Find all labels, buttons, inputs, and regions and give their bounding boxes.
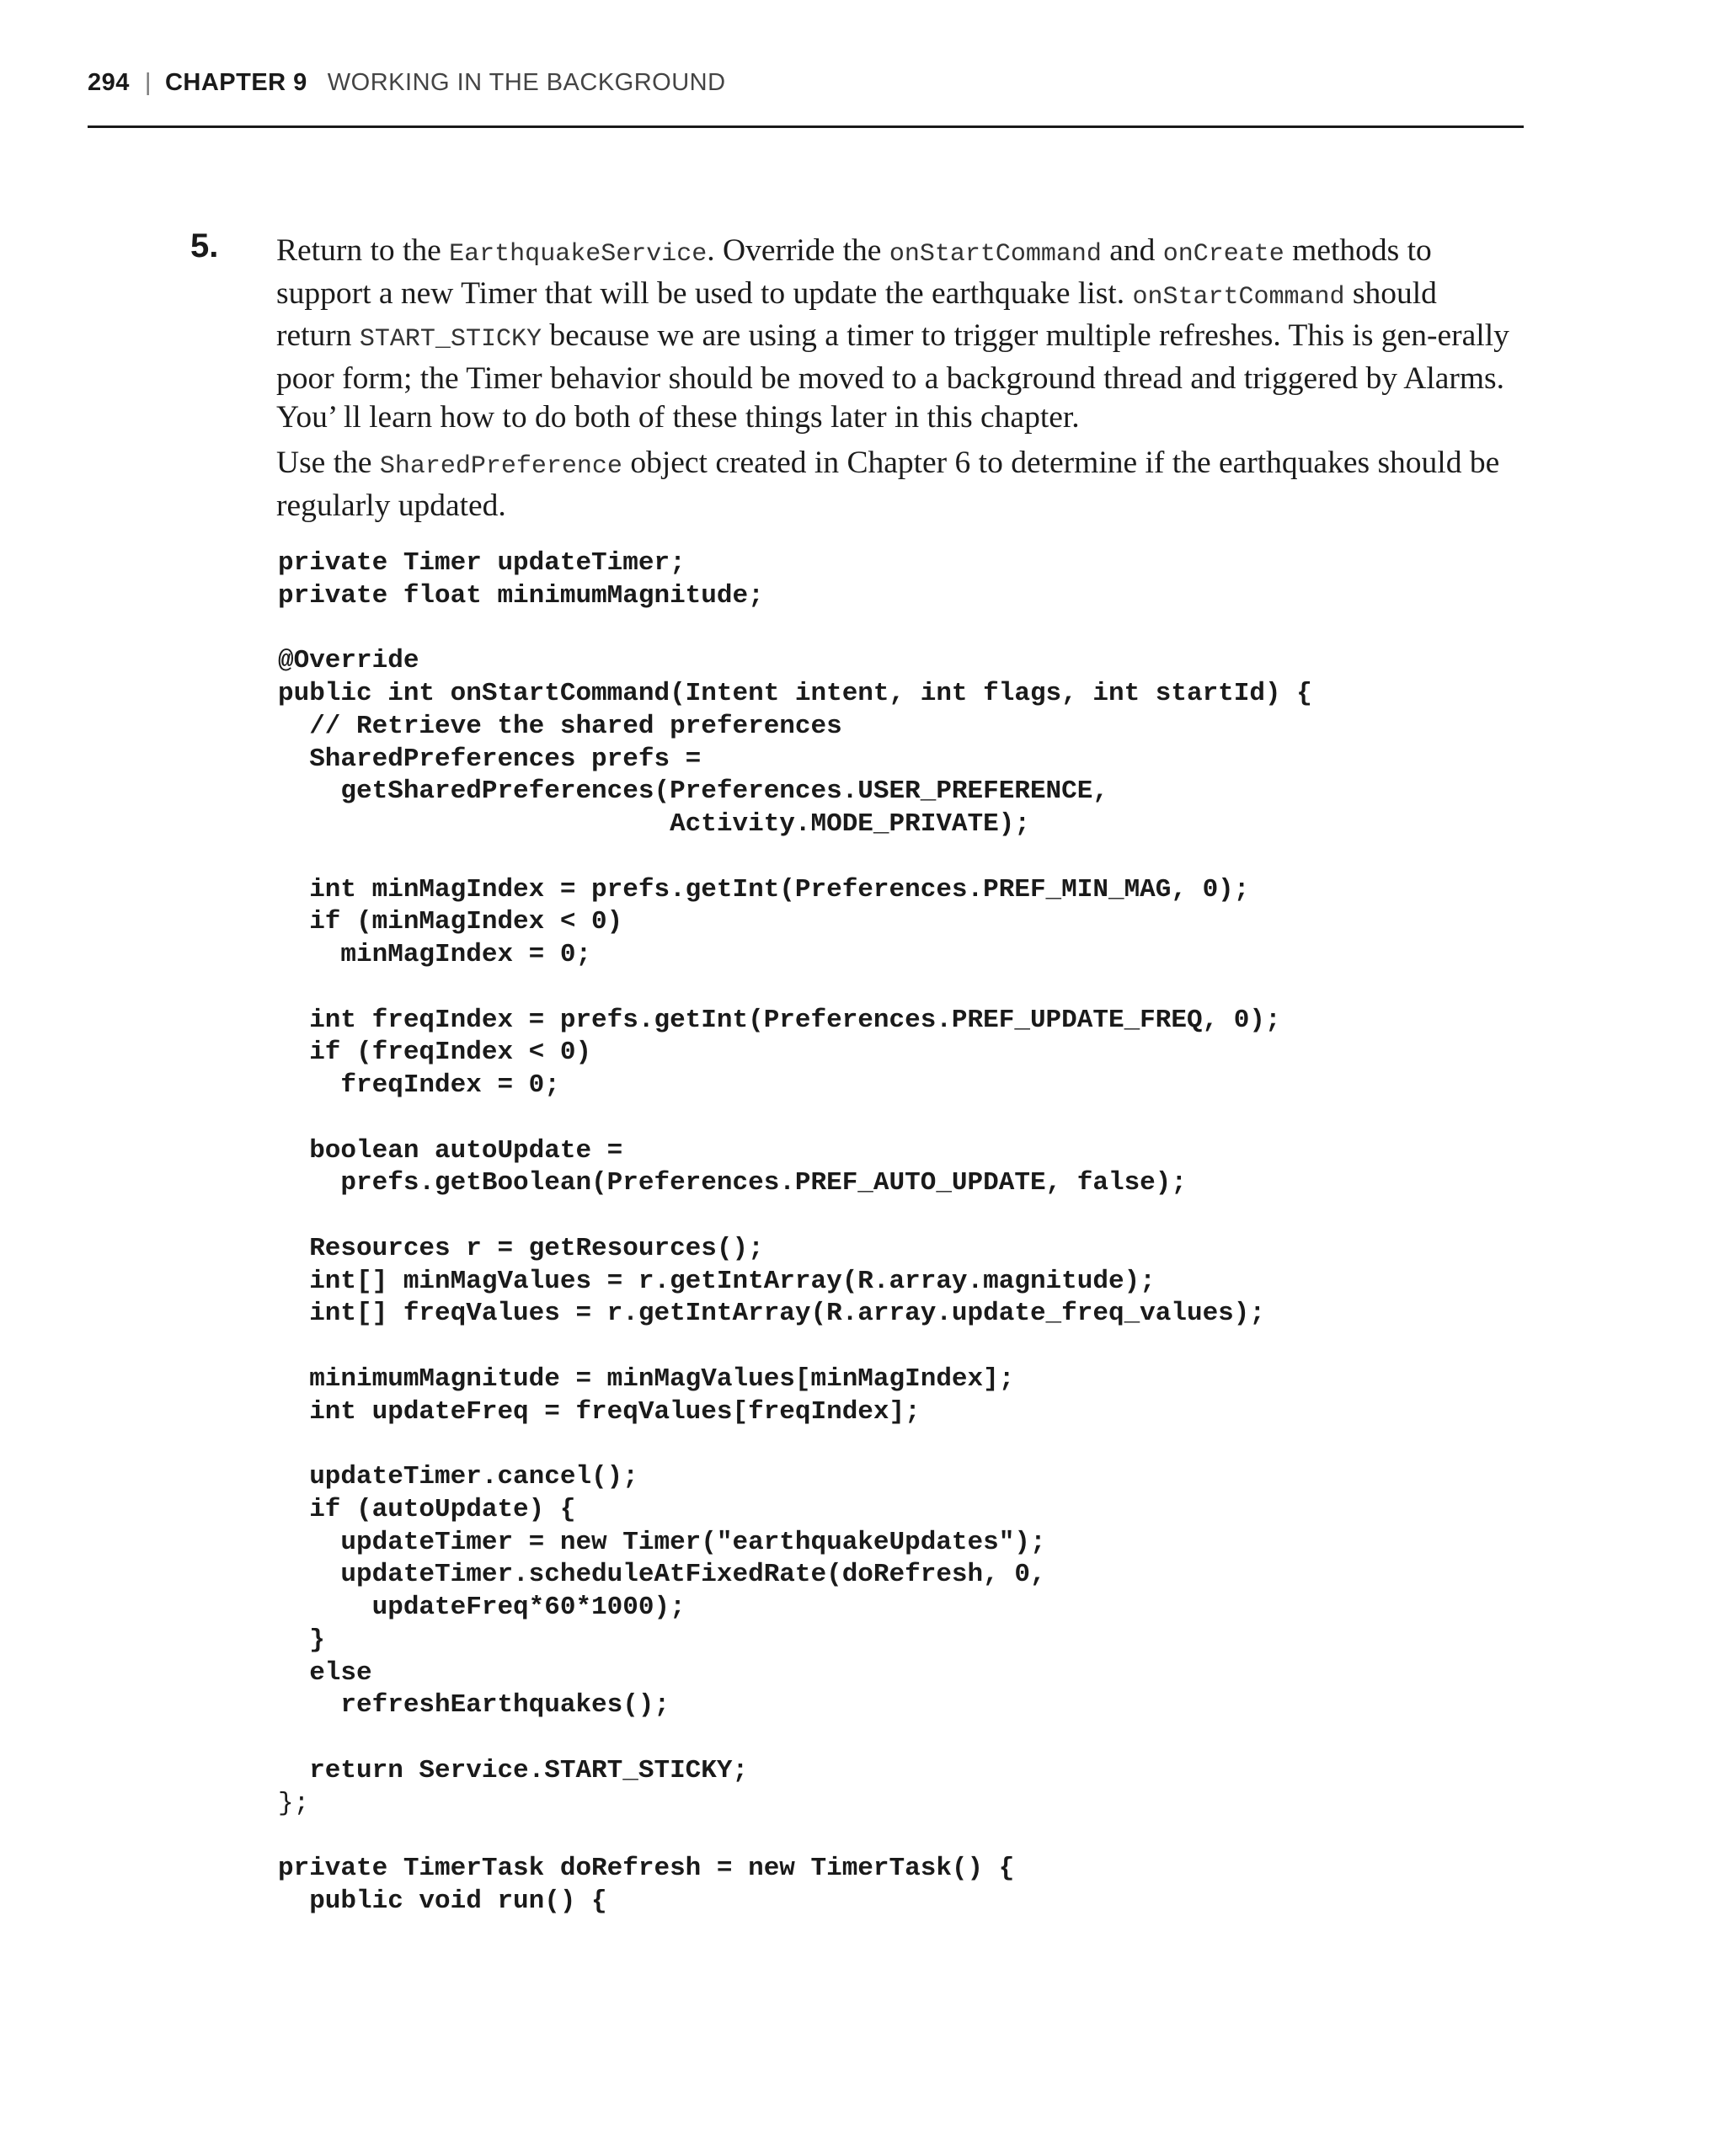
- code-line: private TimerTask doRefresh = new TimerTask() {: [278, 1854, 1015, 1883]
- code-line: int updateFreq = freqValues[freqIndex];: [278, 1396, 921, 1427]
- code-line: [278, 1722, 1312, 1755]
- step-number: 5.: [190, 227, 219, 264]
- code-line: [278, 1820, 1312, 1853]
- paragraph-text: Return to the: [276, 233, 450, 268]
- paragraph-text: Use the: [276, 446, 380, 480]
- code-line: int[] minMagValues = r.getIntArray(R.array.magnitude);: [278, 1266, 1156, 1296]
- code-line: Activity.MODE_PRIVATE);: [278, 809, 1030, 839]
- code-line: Resources r = getResources();: [278, 1233, 764, 1263]
- code-line: [278, 972, 1312, 1005]
- paragraph-text: should return: [276, 275, 1437, 353]
- code-line: prefs.getBoolean(Preferences.PREF_AUTO_UPDATE, false);: [278, 1168, 1187, 1198]
- code-line: minMagIndex = 0;: [278, 940, 592, 969]
- code-line: refreshEarthquakes();: [278, 1690, 670, 1721]
- step-paragraph-2: [276, 444, 1514, 526]
- code-line: getSharedPreferences(Preferences.USER_PREFERENCE,: [278, 776, 1108, 807]
- code-line: if (autoUpdate) {: [278, 1494, 576, 1524]
- code-line: if (freqIndex < 0): [278, 1038, 592, 1068]
- code-line: int freqIndex = prefs.getInt(Preferences.PREF_UPDATE_FREQ, 0);: [278, 1005, 1281, 1035]
- paragraph-text: and: [1101, 233, 1163, 268]
- paragraph-text: because we are using a timer to trigger multiple refreshes. This is gen-erally poor form; the Timer behavior should be moved to a background thread and triggered by Alarms. You’ ll learn how to do both of these things later in this chapter.: [276, 318, 1509, 435]
- inline-code: onStartCommand: [889, 240, 1102, 269]
- paragraph-text: . Override the: [707, 233, 889, 268]
- code-line: // Retrieve the shared preferences: [278, 711, 842, 741]
- header-rule: [88, 125, 1524, 128]
- step-paragraph-1: [276, 232, 1514, 438]
- code-line: [278, 1428, 1312, 1461]
- code-line: updateTimer.scheduleAtFixedRate(doRefresh, 0,: [278, 1560, 1046, 1590]
- inline-code: onStartCommand: [1132, 282, 1345, 312]
- code-line: minimumMagnitude = minMagValues[minMagIndex];: [278, 1364, 1015, 1394]
- code-line: [278, 841, 1312, 874]
- code-line: int minMagIndex = prefs.getInt(Preferences.PREF_MIN_MAG, 0);: [278, 874, 1250, 905]
- code-line: updateFreq*60*1000);: [278, 1593, 686, 1622]
- code-line: updateTimer.cancel();: [278, 1462, 638, 1492]
- code-listing: [278, 547, 1312, 1919]
- code-line: else: [278, 1657, 372, 1688]
- code-line: updateTimer = new Timer("earthquakeUpdates");: [278, 1527, 1046, 1557]
- code-line: private Timer updateTimer;: [278, 548, 686, 578]
- paragraph-text: object created in Chapter 6 to determine if the earthquakes should be regularly updated.: [276, 446, 1500, 523]
- paragraph-text: methods to support a new Timer that will be used to update the earthquake list.: [276, 233, 1432, 311]
- code-line: return Service.START_STICKY;: [278, 1755, 749, 1785]
- code-line: @Override: [278, 646, 419, 676]
- inline-code: START_STICKY: [359, 325, 542, 354]
- code-line: boolean autoUpdate =: [278, 1135, 623, 1166]
- code-line: [278, 1331, 1312, 1364]
- code-line: int[] freqValues = r.getIntArray(R.array.update_freq_values);: [278, 1299, 1265, 1329]
- inline-code: SharedPreference: [379, 452, 622, 481]
- code-line: };: [278, 1788, 310, 1818]
- inline-code: onCreate: [1162, 240, 1284, 269]
- chapter-label: CHAPTER 9: [164, 69, 307, 96]
- chapter-title: WORKING IN THE BACKGROUND: [327, 69, 726, 96]
- header-separator: |: [144, 69, 152, 96]
- code-line: }: [278, 1625, 325, 1655]
- code-line: [278, 1200, 1312, 1233]
- code-line: if (minMagIndex < 0): [278, 907, 623, 937]
- code-line: freqIndex = 0;: [278, 1070, 560, 1100]
- code-line: [278, 1102, 1312, 1135]
- inline-code: EarthquakeService: [449, 240, 708, 269]
- running-head: [88, 69, 726, 103]
- code-line: public int onStartCommand(Intent intent, int flags, int startId) {: [278, 679, 1312, 708]
- code-line: [278, 613, 1312, 646]
- code-line: public void run() {: [278, 1886, 607, 1916]
- code-line: SharedPreferences prefs =: [278, 744, 702, 774]
- code-line: private float minimumMagnitude;: [278, 580, 764, 611]
- page-number: 294: [88, 69, 130, 96]
